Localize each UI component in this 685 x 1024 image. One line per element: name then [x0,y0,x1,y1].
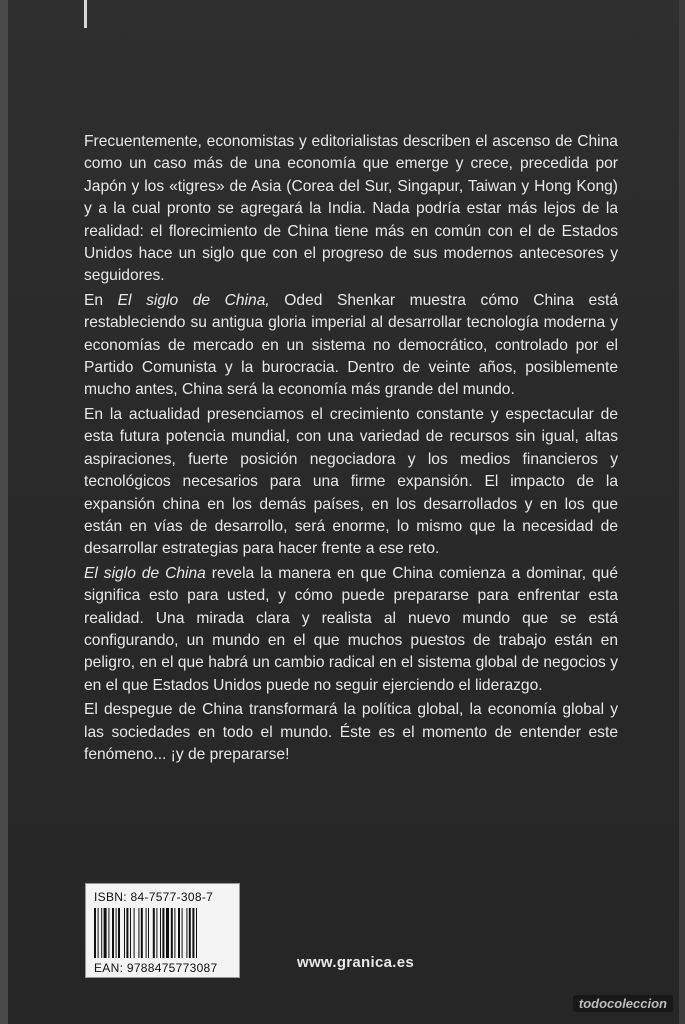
barcode-bar [130,908,131,958]
barcode-bar [192,908,194,958]
barcode-bar [153,908,155,958]
barcode-bar [189,908,191,958]
paragraph-text: revela la manera en que China comienza a dominar, qué significa esto para usted, y cómo puede prepararse para enfrentar esta realidad. Una mirada clara y realista al nuevo mundo que se está configurando, un mundo en el que muchos puestos de trabajo están en peligro, en el que habrá un cambio radical en el sistema global de negocios y en el que Estados Unidos puede no seguir ejerciendo el liderazgo. [84,564,618,694]
barcode-bar [178,908,180,958]
barcode-bar [98,908,99,958]
barcode-bar [174,908,175,958]
barcode-bar [196,908,197,958]
publisher-website: www.granica.es [297,954,415,971]
barcode-bar [162,908,164,958]
spine-accent-line [84,0,87,28]
blurb-paragraph [84,563,618,697]
barcode-bar [118,908,120,958]
barcode-bar [166,908,169,958]
barcode-bar [141,908,143,958]
blurb-text [84,131,618,766]
barcode-bar [171,908,173,958]
paragraph-text: Oded Shenkar muestra cómo China está restableciendo su antigua gloria imperial al desarrollar tecnología moderna y economías de mercado en un sistema no democrático, controlado por el Partido Comunista y la burocracia. Dentro de veinte años, posiblemente mucho antes, China será la economía más grande del mundo. [84,291,619,399]
barcode-bar [108,908,109,958]
barcode-bar [94,908,96,958]
barcode-bar [146,908,147,958]
blurb-paragraph: En la actualidad presenciamos el crecimiento constante y espectacular de esta futura potencia mundial, con una variedad de recursos sin igual, altas aspiraciones, fuerte posición negociadora y los medios financieros y tecnológicos necesarios para una firme expansión. El impacto de la expansión china en los demás países, en los desarrollados y en los que están en vías de desarrollo, será enorme, lo mismo que la necesidad de desarrollar estrategias para hacer frente a ese reto. [84,405,618,558]
barcode-bar [186,908,187,958]
barcode-bar [182,908,183,958]
blurb-paragraph: Frecuentemente, economistas y editorialistas describen el ascenso de China como un caso más de una economía que emerge y crece, precedida por Japón y los «tigres» de Asia (Corea del Sur, Singapur, Taiwan y Hong Kong) y a la cual pronto se agregará la India. Nada podría estar más lejos de la realidad: el florecimiento de China tiene más en común con el de Estados Unidos hace un siglo que con el progreso de sus modernos antecesores y seguidores. [84,133,618,285]
watermark-logo: todocoleccion [573,995,673,1012]
isbn-text: ISBN: 84-7577-308-7 [94,890,214,904]
barcode-bar [156,908,157,958]
blurb-paragraph [84,290,618,402]
barcode-bar [160,908,161,958]
blurb-paragraph: El despegue de China transformará la política global, la economía global y las sociedades en todo el mundo. Éste es el momento de entender este fenómeno... ¡y de prepararse! [84,701,618,763]
book-title-italic: El siglo de China [84,564,206,582]
barcode-bar [101,908,102,958]
barcode-bar [104,908,107,958]
barcode-bar [116,908,117,958]
paragraph-text: En [84,291,118,309]
barcode-bar [148,908,149,958]
barcode-bar [134,908,135,958]
barcode-bar [124,908,125,958]
barcode-label [85,883,240,978]
barcode-bar [112,908,114,958]
ean-text: EAN: 9788475773087 [94,961,218,975]
barcode-bar [126,908,128,958]
book-title-italic: El siglo de China, [117,291,270,309]
barcode-icon [94,908,231,958]
barcode-bar [138,908,139,958]
